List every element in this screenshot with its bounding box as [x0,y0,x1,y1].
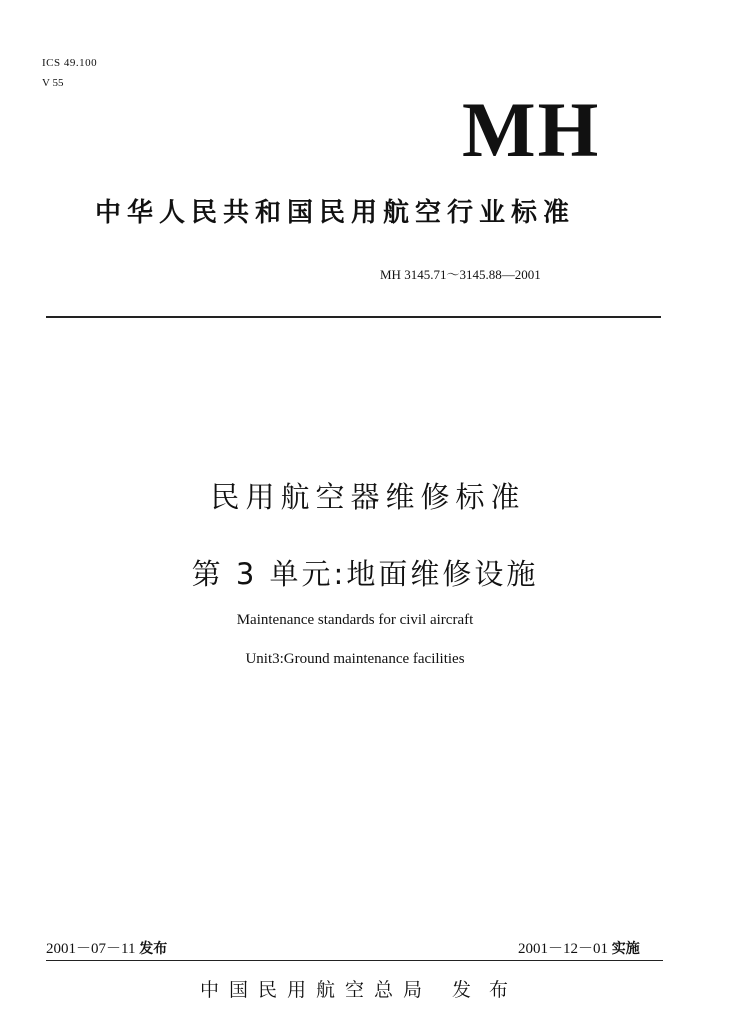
ics-code: ICS 49.100 [42,57,98,69]
standard-number: MH 3145.71～3145.88—2001 [380,267,541,282]
document-title-cn: 民用航空器维修标准 [210,480,526,514]
issued-label: 发布 [139,941,168,957]
document-subtitle-en: Unit3:Ground maintenance facilities [245,651,465,667]
standard-name: 中华人民共和国民用航空行业标准 [95,198,576,228]
header-divider [46,316,661,318]
publish-word: 发布 [452,979,527,1001]
issued-date-line [46,939,167,959]
mh-logo: MH [462,86,601,173]
implemented-label: 实施 [611,941,640,957]
chinese-classification-code: V 55 [42,77,64,89]
document-subtitle-cn: 第 3 单元:地面维修设施 [191,557,539,591]
issued-date: 2001－07－11 [46,941,136,957]
footer-divider [46,960,663,961]
implemented-date-line [518,939,640,959]
implemented-date: 2001－12－01 [518,941,609,957]
document-title-en: Maintenance standards for civil aircraft [236,612,474,628]
publisher-name: 中国民用航空总局 [200,979,433,1001]
